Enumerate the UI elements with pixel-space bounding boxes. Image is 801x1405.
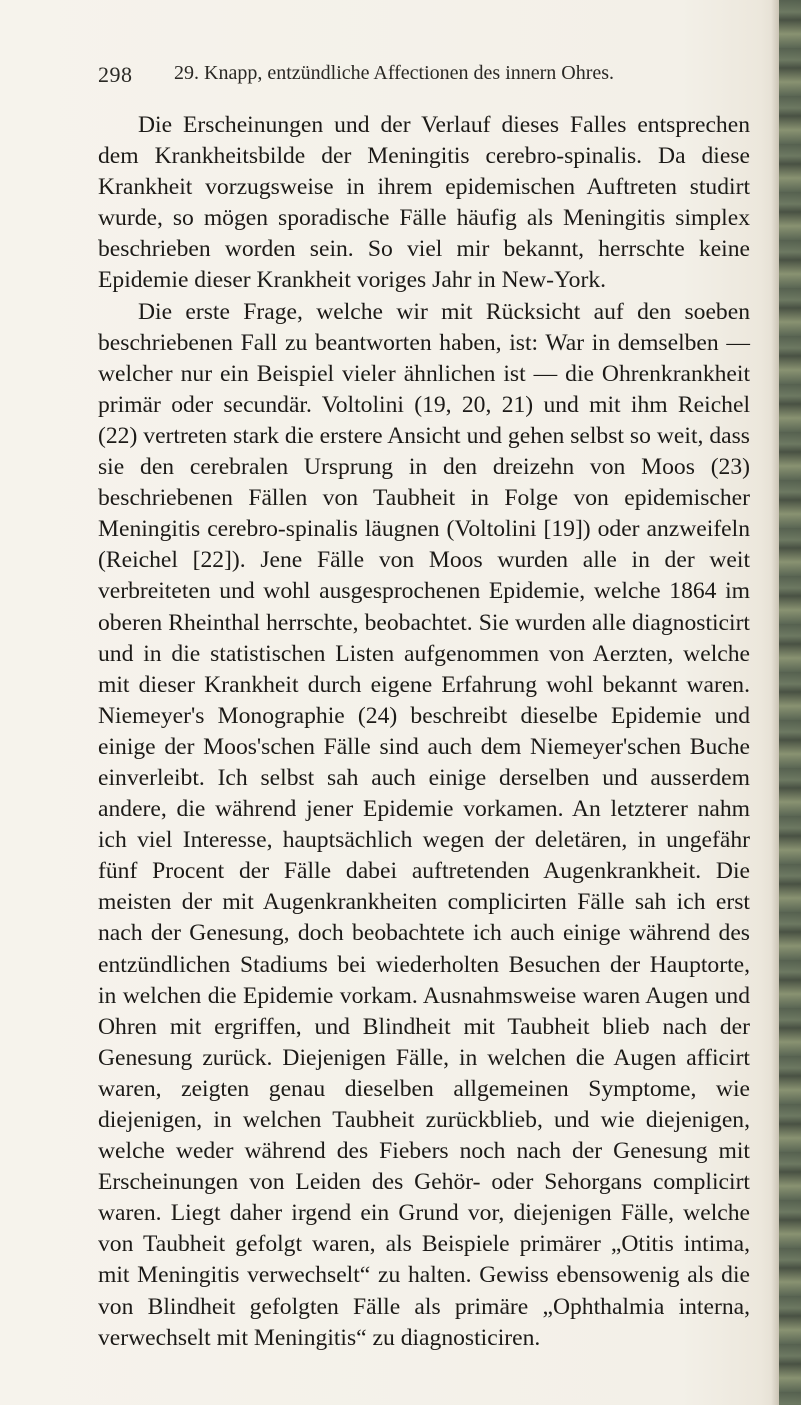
running-head: 29. Knapp, entzündliche Affectionen des innern Ohres. [174,62,615,84]
paragraph-1: Die Erscheinungen und der Verlauf dieses Falles entsprechen dem Krankheitsbilde der Meningitis cerebro-spinalis. Da diese Krankheit vorzugsweise in ihrem epidemischen Auftreten studirt wurde, so mögen sporadische Fälle häufig als Meningitis simplex beschrieben worden sein. So viel mir bekannt, herrschte keine Epidemie dieser Krankheit voriges Jahr in New-York. [98,112,750,294]
book-edge [779,0,801,1405]
page-number: 298 [98,62,133,87]
page-edge-shadow [771,0,779,1405]
body-text [98,110,750,1354]
paragraph-2: Die erste Frage, welche wir mit Rücksicht auf den soeben beschriebenen Fall zu beantworten haben, ist: War in demselben — welcher nur ein Beispiel vieler ähnlichen ist — die Ohrenkrankheit primär oder secundär. Voltolini (19, 20, 21) und mit ihm Reichel (22) vertreten stark die erstere Ansicht und gehen selbst so weit, dass sie den cerebralen Ursprung in den dreizehn von Moos (23) beschriebenen Fällen von Taubheit in Folge von epidemischer Meningitis cerebro-spinalis läugnen (Voltolini [19]) oder anzweifeln (Reichel [22]). Jene Fälle von Moos wurden alle in der weit verbreiteten und wohl ausgesprochenen Epidemie, welche 1864 im oberen Rheinthal herrschte, beobachtet. Sie wurden alle diagnosticirt und in die statistischen Listen aufgenommen von Aerzten, welche mit dieser Krankheit durch eigene Erfahrung wohl bekannt waren. Niemeyer's Monographie (24) beschreibt dieselbe Epidemie und einige der Moos'schen Fälle sind auch dem Niemeyer'schen Buche einverleibt. Ich selbst sah auch einige derselben und ausserdem andere, die während jener Epidemie vorkamen. An letzterer nahm ich viel Interesse, hauptsächlich wegen der deletären, in ungefähr fünf Procent der Fälle dabei auftretenden Augenkrankheit. Die meisten der mit Augenkrankheiten complicirten Fälle sah ich erst nach der Genesung, doch beobachtete ich auch einige während des entzündlichen Stadiums bei wiederholten Besuchen der Hauptorte, in welchen die Epidemie vorkam. Ausnahmsweise waren Augen und Ohren mit ergriffen, und Blindheit mit Taubheit blieb nach der Genesung zurück. Diejenigen Fälle, in welchen die Augen afficirt waren, zeigten genau dieselben allgemeinen Symptome, wie diejenigen, in welchen Taubheit zurückblieb, und wie diejenigen, welche weder während des Fiebers noch nach der Genesung mit Erscheinungen von Leiden des Gehör- oder Sehorgans complicirt waren. Liegt daher irgend ein Grund vor, diejenigen Fälle, welche von Taubheit gefolgt waren, als Beispiele primärer „Otitis intima, mit Meningitis verwechselt“ zu halten. Gewiss ebensowenig als die von Blindheit gefolgten Fälle als primäre „Ophthalmia interna, verwechselt mit Meningitis“ zu diagnosticiren. [98,298,750,1351]
page-header [98,62,678,92]
